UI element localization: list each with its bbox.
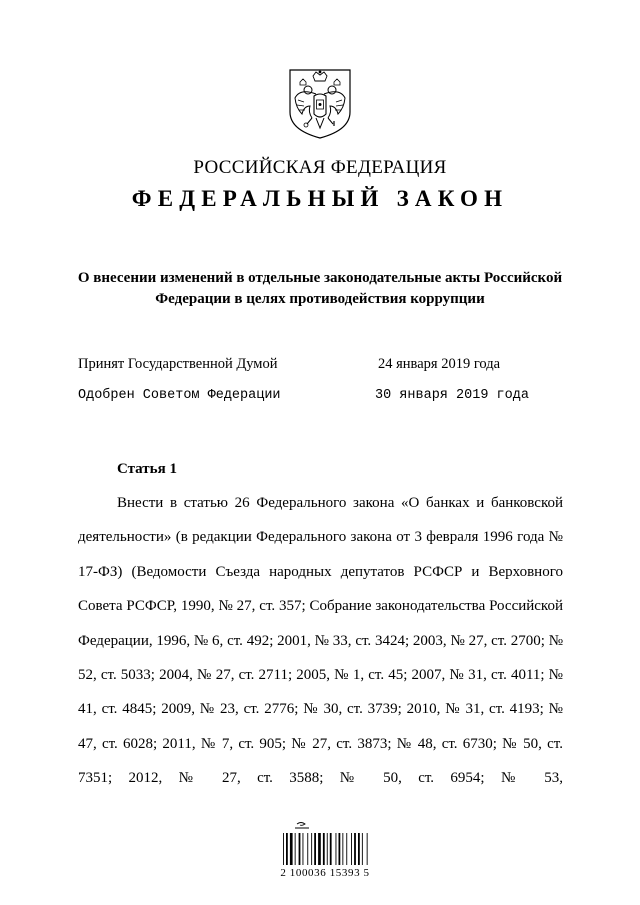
country-heading: РОССИЙСКАЯ ФЕДЕРАЦИЯ [193,157,447,178]
article-title: Статья 1 [117,461,177,477]
duma-adoption-date: 24 января 2019 года [378,356,501,372]
article-body [78,486,563,796]
law-subject-line-2: Федерации в целях противодействия коррупции [155,291,485,307]
barcode-number: 2 100036 15393 5 [280,867,370,879]
law-subject-line-1: О внесении изменений в отдельные законодательные акты Российской [77,270,563,286]
council-approval-date: 30 января 2019 года [375,388,529,403]
law-title: ФЕДЕРАЛЬНЫЙ ЗАКОН [131,186,509,211]
duma-adoption-label: Принят Государственной Думой [78,356,278,372]
council-approval-label: Одобрен Советом Федерации [78,388,281,403]
coat-of-arms-icon [286,66,354,140]
article-text: Внести в статью 26 Федерального закона «О банках и банковской деятельности» (в редакции Федерального закона от 3 февраля 1996 года № 17-ФЗ) (Ведомости Съезда народных депутатов РСФСР и Верховного Совета РСФСР, 1990, № 27, ст. 357; Собрание законодательства Российской Федерации, 1996, № 6, ст. 492; 2001, № 33, ст. 3424; 2003, № 27, ст. 2700; № 52, ст. 5033; 2004, № 27, ст. 2711; 2005, № 1, ст. 45; 2007, № 31, ст. 4011; № 41, ст. 4845; 2009, № 23, ст. 2776; № 30, ст. 3739; 2010, № 31, ст. 4193; № 47, ст. 6028; 2011, № 7, ст. 905; № 27, ст. 3873; № 48, ст. 6730; № 50, ст. 7351; 2012, № 27, ст. 3588; № 50, ст. 6954; № 53, [78,495,563,787]
law-subject [60,268,580,310]
